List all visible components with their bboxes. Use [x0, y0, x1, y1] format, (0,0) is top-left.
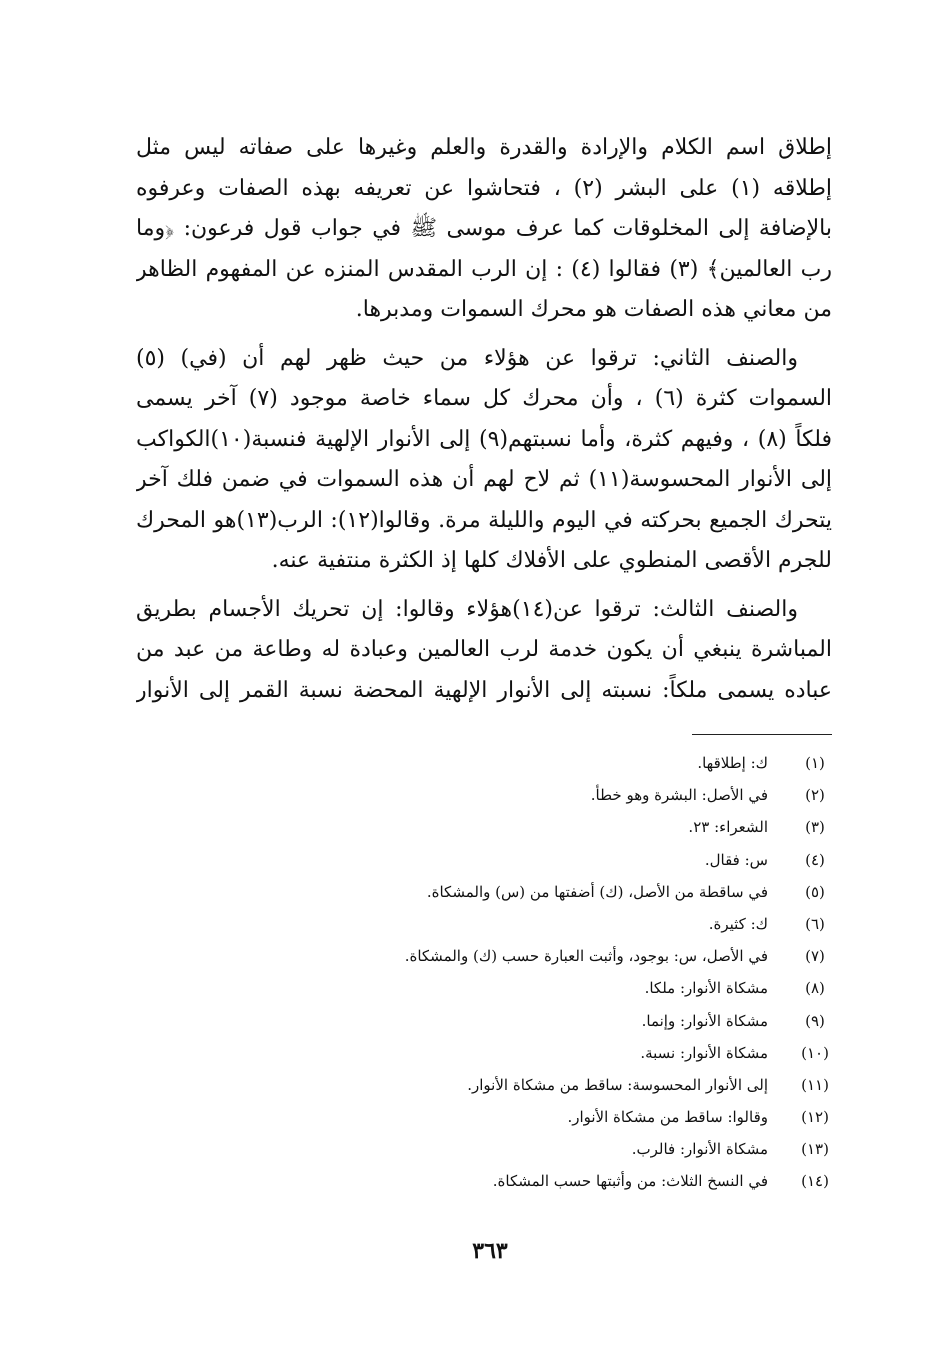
- text-line: والصنف الثالث: ترقوا عن(١٤)هؤلاء وقالوا: إن تحريك الأجسام بطريق: [136, 596, 798, 622]
- footnote: [150, 779, 840, 811]
- footnote-text: ك: كثيرة.: [708, 914, 768, 933]
- footnote-text: في الأصل، س: بوجود، وأثبت العبارة حسب (ك) والمشكاة.: [404, 947, 768, 966]
- footnote: [150, 811, 840, 843]
- paragraph: [136, 128, 832, 331]
- footnote-number: (٤): [805, 850, 825, 869]
- text-line: والصنف الثاني: ترقوا عن هؤلاء من حيث ظهر لهم أن (في) (٥): [136, 345, 798, 371]
- footnote-text: مشكاة الأنوار: ملكا.: [644, 979, 768, 998]
- paragraph: [136, 339, 832, 582]
- footnote: [150, 908, 840, 940]
- footnote: [150, 1005, 840, 1037]
- footnote-number: (١١): [801, 1075, 829, 1094]
- footnote-number: (٢): [805, 786, 825, 805]
- footnote: [150, 1101, 840, 1133]
- footnote-text: في النسخ الثلاث: من وأثبتها حسب المشكاة.: [492, 1172, 768, 1191]
- text-line: السموات كثرة (٦) ، وأن محرك كل سماء خاصة موجود (٧) آخر يسمى: [136, 386, 832, 411]
- footnote-text: في ساقطة من الأصل، (ك) أضفتها من (س) والمشكاة.: [426, 882, 768, 901]
- footnote-text: الشعراء: ٢٣.: [688, 818, 768, 837]
- text-line: يتحرك الجميع بحركته في اليوم والليلة مرة. وقالوا(١٢): الرب(١٣)هو المحرك: [136, 507, 832, 533]
- text-line: بالإضافة إلى المخلوقات كما عرف موسى ﷺ في جواب قول فرعون: ﴿وما: [136, 216, 832, 241]
- footnote: [150, 1069, 840, 1101]
- footnote-text: مشكاة الأنوار: وإنما.: [641, 1011, 768, 1030]
- footnote-number: (٩): [805, 1011, 825, 1030]
- footnotes: [150, 747, 840, 1198]
- footnote-number: (١): [805, 754, 825, 772]
- text-line: إطلاق اسم الكلام والإرادة والقدرة والعلم وغيرها على صفاته ليس مثل: [136, 135, 832, 160]
- text-line: إطلاقه (١) على البشر (٢) ، فتحاشوا عن تعريفه بهذه الصفات وعرفوه: [136, 175, 832, 201]
- footnote-text: مشكاة الأنوار: نسبة.: [640, 1043, 768, 1062]
- footnote-number: (١٤): [801, 1172, 829, 1191]
- footnote-number: (٨): [805, 979, 825, 998]
- footnote-text: في الأصل: البشرة وهو خطأ.: [590, 786, 768, 805]
- text-line: رب العالمين﴾ (٣) فقالوا (٤) : إن الرب المقدس المنزه عن المفهوم الظاهر: [136, 256, 832, 282]
- footnote: [150, 876, 840, 908]
- page-number: ٣٦٣: [472, 1238, 508, 1264]
- text-line: عباده يسمى ملكاً: نسبته إلى الأنوار الإلهية المحضة نسبة القمر إلى الأنوار: [136, 677, 832, 703]
- footnote-text: إلى الأنوار المحسوسة: ساقط من مشكاة الأنوار.: [467, 1075, 768, 1094]
- footnote-number: (٥): [805, 882, 825, 901]
- text-line: من معاني هذه الصفات هو محرك السموات ومدبرها.: [355, 297, 832, 322]
- footnote-text: س: فقال.: [704, 850, 768, 869]
- footnote: [150, 972, 840, 1004]
- footnote: [150, 1133, 840, 1165]
- footnote-number: (٣): [805, 818, 825, 837]
- text-line: للجرم الأقصى المنطوي على الأفلاك كلها إذ الكثرة منتفية عنه.: [271, 548, 832, 573]
- footnote-number: (٧): [805, 947, 825, 966]
- text-line: المباشرة ينبغي أن يكون خدمة لرب العالمين وعبادة له وطاعة من عبد من: [136, 637, 832, 662]
- text-line: إلى الأنوار المحسوسة(١١) ثم لاح لهم أن هذه السموات في ضمن فلك آخر: [136, 467, 832, 492]
- paragraph: [136, 590, 832, 712]
- footnote: [150, 1037, 840, 1069]
- footnote-number: (١٠): [801, 1043, 829, 1062]
- footnote-separator: [692, 734, 832, 735]
- footnote-number: (١٢): [801, 1108, 829, 1127]
- footnote-number: (١٣): [801, 1140, 829, 1159]
- footnote-text: وقالوا: ساقط من مشكاة الأنوار.: [567, 1108, 768, 1127]
- footnote-number: (٦): [805, 914, 825, 933]
- footnote: [150, 844, 840, 876]
- footnote: [150, 747, 840, 779]
- footnote-text: ك: إطلاقها.: [697, 754, 768, 772]
- text-line: فلكاً (٨) ، وفيهم كثرة، وأما نسبتهم(٩) إلى الأنوار الإلهية فنسبة(١٠)الكواكب: [136, 426, 832, 452]
- main-text: [136, 128, 832, 719]
- footnote: [150, 1165, 840, 1197]
- footnote: [150, 940, 840, 972]
- footnote-text: مشكاة الأنوار: فالرب.: [631, 1140, 768, 1159]
